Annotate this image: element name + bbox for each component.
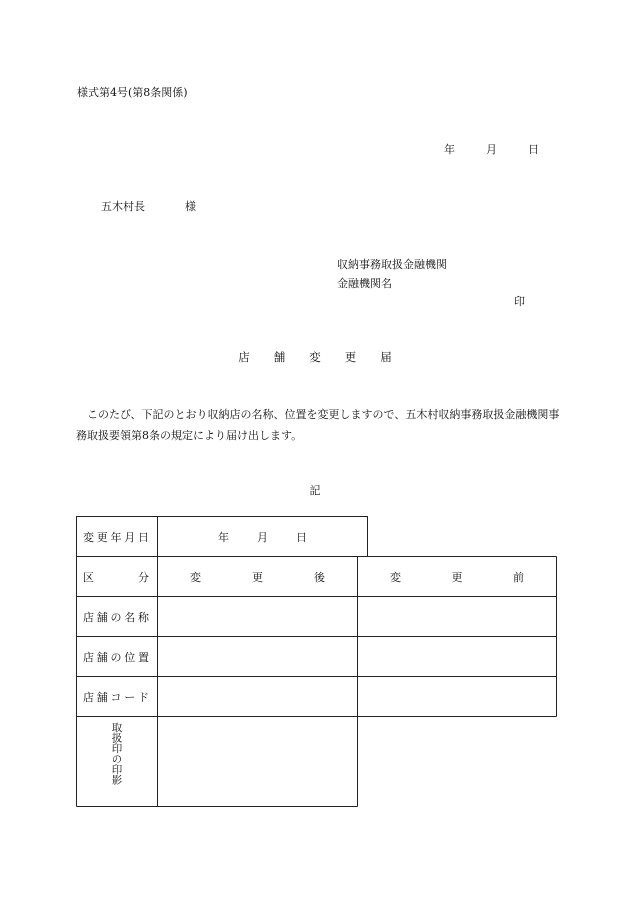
label-char: の <box>110 650 122 664</box>
label-char: 舗 <box>96 690 108 704</box>
header-char: 変 <box>390 570 401 584</box>
label-char: 年 <box>110 530 122 544</box>
label-char: 店 <box>83 690 94 704</box>
label-char: 月 <box>124 530 136 544</box>
ki-heading: 記 <box>309 484 321 497</box>
label-char: 称 <box>138 610 149 624</box>
seal-mark: 印 <box>514 295 525 308</box>
label-char: 位 <box>124 650 136 664</box>
label-char: 更 <box>96 530 108 544</box>
seal-impression-label-cell <box>77 722 157 802</box>
header-char: 更 <box>252 570 263 584</box>
date-month-label: 月 <box>486 143 497 156</box>
store-name-after-field[interactable] <box>158 597 357 636</box>
store-location-label <box>77 637 157 676</box>
header-char: 前 <box>513 570 524 584</box>
title-char: 届 <box>380 350 392 364</box>
title-char: 変 <box>309 350 321 364</box>
change-date-day: 日 <box>296 530 307 544</box>
change-date-year: 年 <box>218 530 229 544</box>
label-char: 舗 <box>96 610 108 624</box>
label-char: 分 <box>138 570 149 584</box>
store-location-after-field[interactable] <box>158 637 357 676</box>
store-code-before-field[interactable] <box>358 677 556 716</box>
seal-impression-field[interactable] <box>158 717 357 806</box>
header-char: 後 <box>314 570 325 584</box>
header-char: 更 <box>451 570 463 584</box>
label-char: 日 <box>138 530 149 544</box>
title-char: 舗 <box>273 350 286 364</box>
form-number: 様式第4号(第8条関係) <box>77 86 188 99</box>
store-code-label <box>77 677 157 716</box>
label-char: ー <box>124 690 136 704</box>
store-name-before-field[interactable] <box>358 597 556 636</box>
division-label <box>77 557 157 596</box>
seal-impression-label: 取扱印の印影 <box>110 722 123 785</box>
title-char: 更 <box>344 350 357 364</box>
addressee-suffix: 様 <box>185 200 196 213</box>
change-date-field[interactable] <box>158 517 367 556</box>
change-date-label <box>77 517 157 556</box>
label-char: 舗 <box>96 650 108 664</box>
header-char: 変 <box>190 570 201 584</box>
store-code-after-field[interactable] <box>158 677 357 716</box>
label-char: 置 <box>138 650 149 664</box>
label-char: 店 <box>83 610 94 624</box>
label-char: の <box>110 610 122 624</box>
label-char: 店 <box>83 650 94 664</box>
label-char: ド <box>138 690 149 704</box>
label-char: コ <box>110 690 122 704</box>
institution-name-label: 金融機関名 <box>337 277 392 290</box>
store-name-label <box>77 597 157 636</box>
institution-label: 収納事務取扱金融機関 <box>337 258 447 271</box>
label-char: 変 <box>83 530 94 544</box>
after-change-header <box>158 557 357 596</box>
label-char: 区 <box>83 570 94 584</box>
change-date-month: 月 <box>257 530 268 544</box>
body-text: このたび、下記のとおり収納店の名称、位置を変更しますので、五木村収納事務取扱金融機関事務取扱要領第8条の規定により届け出します。 <box>76 408 560 442</box>
addressee-name: 五木村長 <box>101 200 145 213</box>
before-change-header <box>358 557 556 596</box>
date-day-label: 日 <box>528 143 539 156</box>
store-location-before-field[interactable] <box>358 637 556 676</box>
title-char: 店 <box>238 350 250 364</box>
label-char: 名 <box>124 610 136 624</box>
date-year-label: 年 <box>444 143 455 156</box>
